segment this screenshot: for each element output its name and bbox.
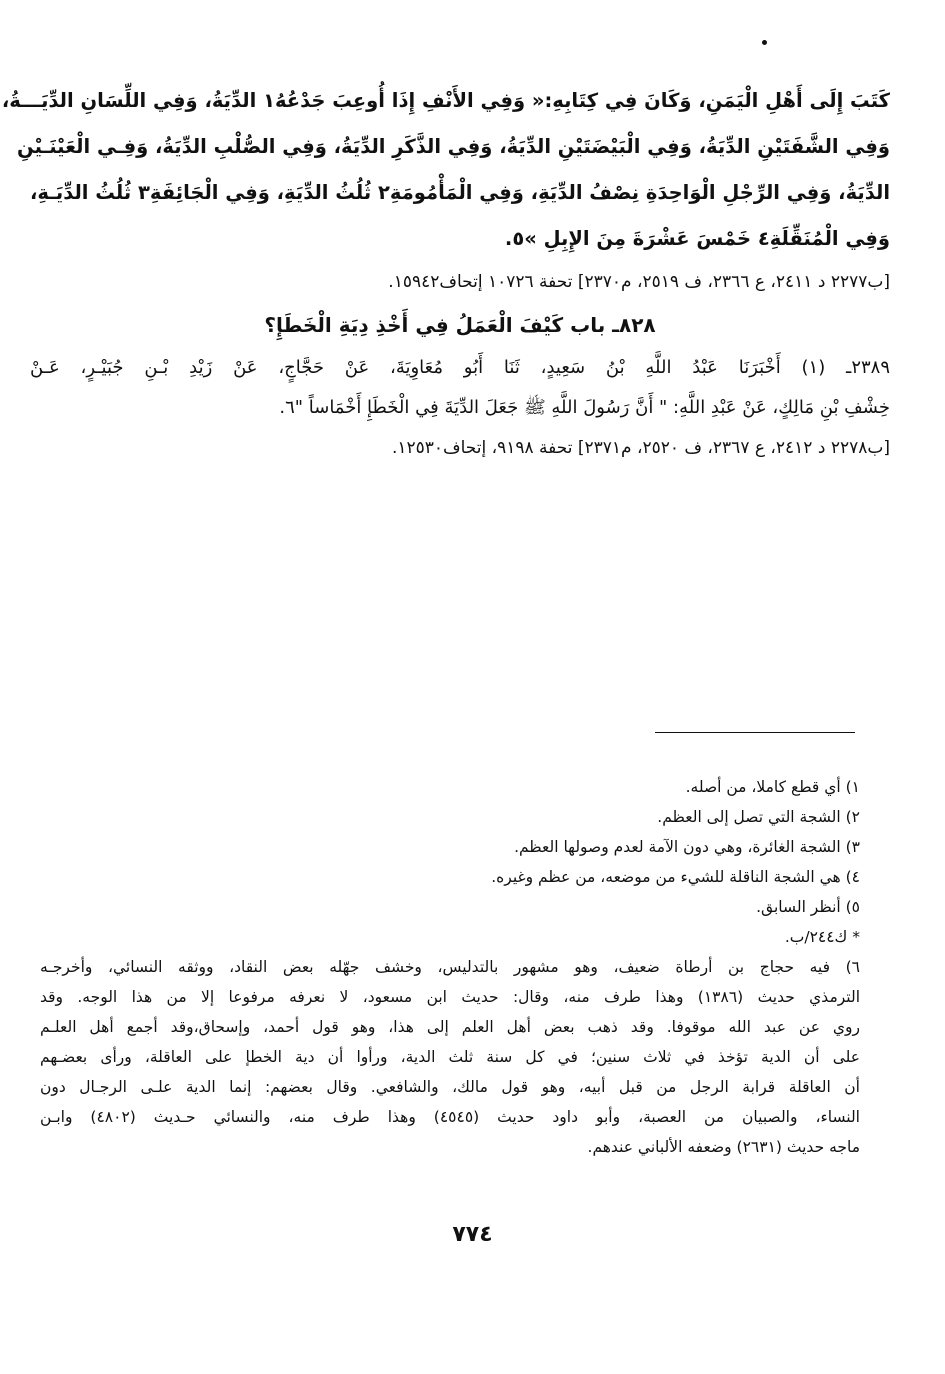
main-line: وَفِي الشَّفَتَيْنِ الدِّيَةُ، وَفِي الْبَيْضَتَيْنِ الدِّيَةُ، وَفِي الذَّكَرِ الدِّيَةُ، وَفِي الصُّلْبِ الدِّيَةُ، وَفِـي الْعَيْنَـيْنِ [17,135,890,158]
page-mark-dot [762,40,767,45]
footnote: ٢) الشجة التي تصل إلى العظم. [657,808,860,826]
footnote-6-line: روي عن عبد الله موقوفا. وقد ذهب بعض أهل العلم إلى هذا، وهو قول أحمد، وإسحاق،وقد أجمع أهل العلـم [40,1018,860,1036]
footnote-marker: * ك٢٤٤/ب. [784,928,860,946]
main-line: كَتَبَ إِلَى أَهْلِ الْيَمَنِ، وَكَانَ فِي كِتَابِهِ:« وَفِي الأَنْفِ إِذَا أُوعِبَ جَدْعُهُ١ الدِّيَةُ، وَفِي اللِّسَانِ الدِّيَـــةُ، [1,89,890,112]
main-reference: [ب٢٢٧٧ د ٢٤١١، ع ٢٣٦٦، ف ٢٥١٩، م٢٣٧٠] تحفة ١٠٧٢٦ إتحاف١٥٩٤٢. [388,272,890,292]
hadith-reference: [ب٢٢٧٨ د ٢٤١٢، ع ٢٣٦٧، ف ٢٥٢٠، م٢٣٧١] تحفة ٩١٩٨، إتحاف١٢٥٣٠. [391,438,890,458]
footnote-6-line: الترمذي حديث (١٣٨٦) وهذا طرف منه، وقال: حديث ابن مسعود، لا نعرفه مرفوعا إلا من هذا الوجه. وقد [40,988,861,1006]
footnote-6-line: النساء، والصبيان من العصبة، وأبو داود حديث (٤٥٤٥) وهذا طرف منه، والنسائي حـديث (٤٨٠٢) وابـن [40,1108,860,1126]
footnote: ١) أي قطع كاملا، من أصله. [685,778,860,796]
hadith-line: خِشْفِ بْنِ مَالِكٍ، عَنْ عَبْدِ اللَّهِ: " أَنَّ رَسُولَ اللَّهِ ﷺ جَعَلَ الدِّيَةَ فِي الْخَطَإِ أَخْمَاساً "٦. [279,397,890,418]
page-number: ٧٧٤ [452,1222,493,1247]
main-line: وَفِي الْمُنَقِّلَةِ٤ خَمْسَ عَشْرَةَ مِنَ الإِبِلِ »٥. [504,227,890,250]
footnote-6-line: على أن الدية تؤخذ في ثلاث سنين؛ في كل سنة ثلث الدية، ورأوا أن دية الخطإ على العاقلة، ورأى بعضـهم [40,1048,860,1066]
hadith-line: ٢٣٨٩ـ (١) أَخْبَرَنَا عَبْدُ اللَّهِ بْنُ سَعِيدٍ، ثَنَا أَبُو مُعَاوِيَةَ، عَنْ حَجَّاجٍ، عَنْ زَيْدِ بْـنِ جُبَيْـرٍ، عَـنْ [30,357,890,378]
chapter-title: ٨٢٨ـ باب كَيْفَ الْعَمَلُ فِي أَخْذِ دِيَةِ الْخَطَإِ؟ [264,313,656,337]
footnote-6-line: أن العاقلة قرابة الرجل من قبل أبيه، وهو قول مالك، والشافعي. وقال بعضهم: إنما الدية علـى الرجـال دون [40,1078,860,1096]
footnote: ٥) أنظر السابق. [756,898,860,916]
footnote-separator [655,732,855,733]
footnote-6-line: ٦) فيه حجاج بن أرطاة ضعيف، وهو مشهور بالتدليس، وخشف جهّله بعض النقاد، ووثقه النسائي، وأخرجـه [40,958,860,976]
main-line: الدِّيَةُ، وَفِي الرِّجْلِ الْوَاحِدَةِ نِصْفُ الدِّيَةِ، وَفِي الْمَأْمُومَةِ٢ ثُلُثُ الدِّيَةِ، وَفِي الْجَائِفَةِ٣ ثُلُثُ الدِّيَـةِ، [29,181,890,204]
footnotes-block [40,772,860,1162]
main-text-block [1,78,890,468]
footnote: ٣) الشجة الغائرة، وهي دون الآمة لعدم وصولها العظم. [514,838,860,856]
footnote: ٤) هي الشجة الناقلة للشيء من موضعه، من عظم وغيره. [491,868,860,886]
footnote-6-line: ماجه حديث (٢٦٣١) وضعفه الألباني عندهم. [587,1138,860,1156]
